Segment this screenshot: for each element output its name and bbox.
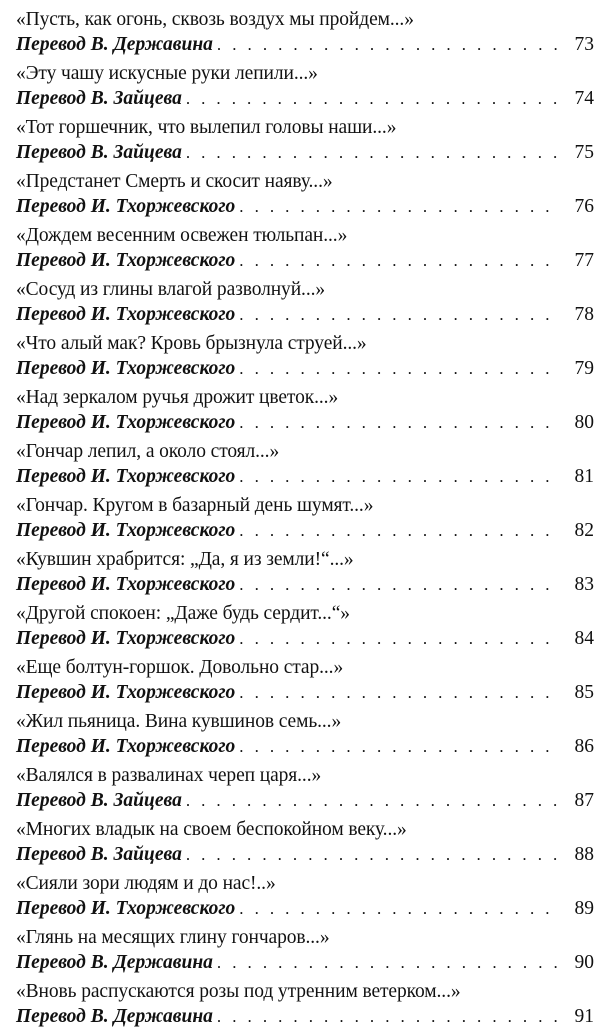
toc-line	[16, 248, 594, 273]
poem-title: «Другой спокоен: „Даже будь сердит...“»	[16, 603, 350, 624]
toc-line	[16, 32, 594, 57]
toc-entry	[16, 980, 594, 1034]
translator-name: Перевод В. Державина	[16, 1006, 213, 1027]
toc-line	[16, 410, 594, 435]
translator-name: Перевод И. Тхоржевского	[16, 520, 236, 541]
toc-entry	[16, 872, 594, 926]
dot-leader	[217, 32, 560, 57]
page-number: 84	[574, 628, 594, 649]
translator-name: Перевод В. Державина	[16, 34, 213, 55]
poem-title: «Эту чашу искусные руки лепили...»	[16, 63, 318, 84]
poem-title: «Тот горшечник, что вылепил головы наши...»	[16, 117, 397, 138]
poem-title: «Сосуд из глины влагой разволнуй...»	[16, 279, 326, 300]
poem-title: «Многих владык на своем беспокойном веку...»	[16, 819, 407, 840]
dot-leader	[186, 140, 560, 165]
toc-line	[16, 464, 594, 489]
translator-name: Перевод И. Тхоржевского	[16, 466, 236, 487]
translator-name: Перевод И. Тхоржевского	[16, 898, 236, 919]
poem-title: «Гончар лепил, а около стоял...»	[16, 441, 280, 462]
dot-leader	[239, 626, 560, 651]
dot-leader	[239, 518, 560, 543]
page-number: 73	[574, 34, 594, 55]
dot-leader	[239, 194, 560, 219]
poem-title: «Глянь на месящих глину гончаров...»	[16, 927, 330, 948]
translator-name: Перевод В. Зайцева	[16, 790, 182, 811]
toc-line	[16, 626, 594, 651]
poem-title: «Кувшин храбрится: „Да, я из земли!“...»	[16, 549, 354, 570]
translator-name: Перевод И. Тхоржевского	[16, 196, 236, 217]
toc-entry	[16, 440, 594, 494]
poem-title: «Вновь распускаются розы под утренним ветерком...»	[16, 981, 461, 1002]
dot-leader	[217, 950, 560, 975]
toc-entry	[16, 656, 594, 710]
dot-leader	[186, 86, 560, 111]
toc-line	[16, 194, 594, 219]
poem-title: «Еще болтун-горшок. Довольно стар...»	[16, 657, 344, 678]
page-number: 85	[574, 682, 594, 703]
translator-name: Перевод И. Тхоржевского	[16, 574, 236, 595]
toc-line	[16, 302, 594, 327]
toc-line	[16, 518, 594, 543]
poem-title: «Гончар. Кругом в базарный день шумят...»	[16, 495, 374, 516]
dot-leader	[239, 734, 560, 759]
dot-leader	[217, 1004, 560, 1029]
translator-name: Перевод В. Державина	[16, 952, 213, 973]
translator-name: Перевод И. Тхоржевского	[16, 304, 236, 325]
translator-name: Перевод В. Зайцева	[16, 142, 182, 163]
dot-leader	[186, 788, 560, 813]
dot-leader	[239, 680, 560, 705]
poem-title: «Что алый мак? Кровь брызнула струей...»	[16, 333, 367, 354]
dot-leader	[239, 248, 560, 273]
toc-line	[16, 572, 594, 597]
poem-title: «Жил пьяница. Вина кувшинов семь...»	[16, 711, 342, 732]
page-number: 90	[574, 952, 594, 973]
dot-leader	[239, 572, 560, 597]
toc-line	[16, 896, 594, 921]
toc-line	[16, 950, 594, 975]
dot-leader	[239, 464, 560, 489]
page-number: 76	[574, 196, 594, 217]
page-number: 88	[574, 844, 594, 865]
poem-title: «Над зеркалом ручья дрожит цветок...»	[16, 387, 339, 408]
toc-entry	[16, 710, 594, 764]
poem-title: «Дождем весенним освежен тюльпан...»	[16, 225, 348, 246]
page-number: 86	[574, 736, 594, 757]
poem-title: «Предстанет Смерть и скосит наяву...»	[16, 171, 333, 192]
translator-name: Перевод И. Тхоржевского	[16, 736, 236, 757]
dot-leader	[239, 896, 560, 921]
page-number: 87	[574, 790, 594, 811]
dot-leader	[239, 302, 560, 327]
page-number: 83	[574, 574, 594, 595]
poem-title: «Сияли зори людям и до нас!..»	[16, 873, 276, 894]
dot-leader	[186, 842, 560, 867]
toc-line	[16, 356, 594, 381]
dot-leader	[239, 410, 560, 435]
toc-entry	[16, 818, 594, 872]
toc-line	[16, 1004, 594, 1029]
page-number: 91	[574, 1006, 594, 1027]
page-number: 80	[574, 412, 594, 433]
poem-title: «Валялся в развалинах череп царя...»	[16, 765, 322, 786]
toc-entry	[16, 926, 594, 980]
toc-line	[16, 734, 594, 759]
toc-entry	[16, 602, 594, 656]
toc-entry	[16, 548, 594, 602]
page-number: 89	[574, 898, 594, 919]
toc-entry	[16, 278, 594, 332]
dot-leader	[239, 356, 560, 381]
page-number: 79	[574, 358, 594, 379]
toc-entry	[16, 386, 594, 440]
toc-line	[16, 788, 594, 813]
translator-name: Перевод И. Тхоржевского	[16, 250, 236, 271]
page-number: 81	[574, 466, 594, 487]
translator-name: Перевод И. Тхоржевского	[16, 628, 236, 649]
toc-entry	[16, 332, 594, 386]
translator-name: Перевод В. Зайцева	[16, 88, 182, 109]
toc-line	[16, 140, 594, 165]
toc-entry	[16, 62, 594, 116]
toc-line	[16, 680, 594, 705]
translator-name: Перевод И. Тхоржевского	[16, 682, 236, 703]
toc-entry	[16, 170, 594, 224]
poem-title: «Пусть, как огонь, сквозь воздух мы пройдем...»	[16, 9, 414, 30]
page-number: 77	[574, 250, 594, 271]
toc-line	[16, 86, 594, 111]
page-number: 75	[574, 142, 594, 163]
toc-entry	[16, 764, 594, 818]
toc-entry	[16, 116, 594, 170]
page-number: 78	[574, 304, 594, 325]
translator-name: Перевод И. Тхоржевского	[16, 358, 236, 379]
toc-entry	[16, 494, 594, 548]
translator-name: Перевод В. Зайцева	[16, 844, 182, 865]
toc-entry	[16, 224, 594, 278]
toc-entry	[16, 8, 594, 62]
page-number: 74	[574, 88, 594, 109]
toc-line	[16, 842, 594, 867]
translator-name: Перевод И. Тхоржевского	[16, 412, 236, 433]
page-number: 82	[574, 520, 594, 541]
